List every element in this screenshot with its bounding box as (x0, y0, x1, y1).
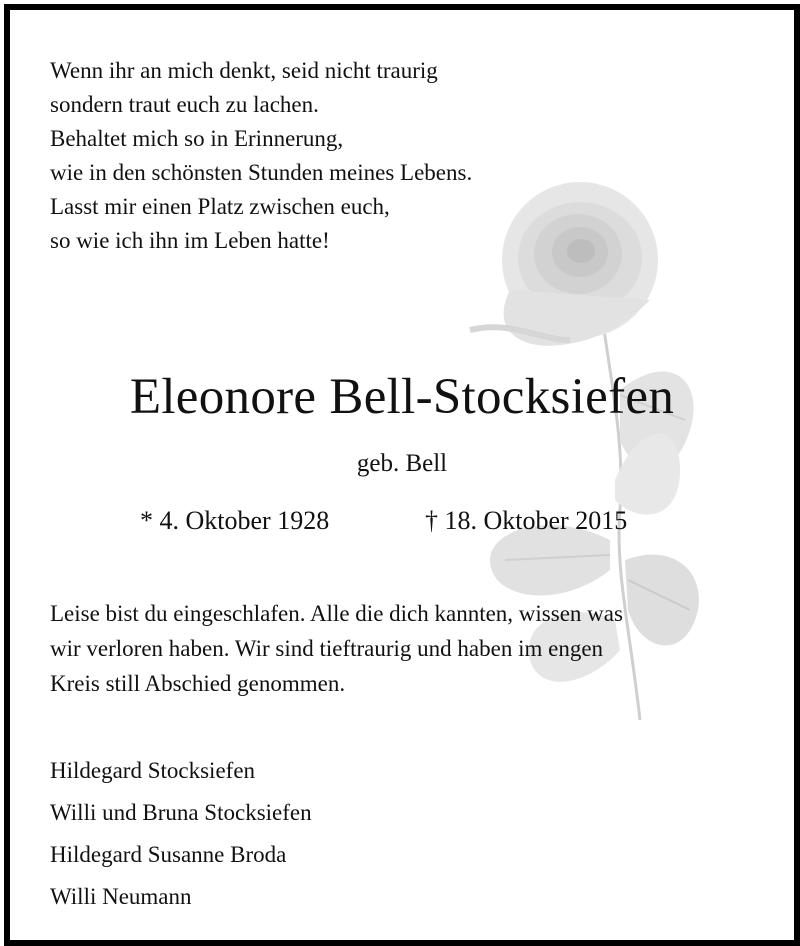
birth-date: * 4. Oktober 1928 (140, 506, 330, 535)
message-line: Kreis still Abschied genommen. (50, 671, 346, 696)
poem-line: Lasst mir einen Platz zwischen euch, (50, 194, 390, 219)
message-line: Leise bist du eingeschlafen. Alle die dich kannten, wissen was (50, 601, 623, 626)
poem-line: so wie ich ihn im Leben hatte! (50, 228, 330, 253)
poem-line: Behaltet mich so in Erinnerung, (50, 126, 344, 151)
mourners-list (50, 750, 312, 918)
mourner-name: Hildegard Susanne Broda (50, 842, 287, 867)
farewell-message (50, 596, 760, 701)
poem-line: sondern traut euch zu lachen. (50, 92, 319, 117)
death-date: † 18. Oktober 2015 (425, 506, 628, 535)
obituary-card (4, 4, 800, 946)
mourner-name: Willi und Bruna Stocksiefen (50, 800, 312, 825)
poem (50, 54, 472, 258)
mourner-name: Willi Neumann (50, 884, 192, 909)
message-line: wir verloren haben. Wir sind tieftraurig und haben im engen (50, 636, 604, 661)
deceased-name: Eleonore Bell-Stocksiefen (129, 369, 675, 425)
mourner-name: Hildegard Stocksiefen (50, 758, 256, 783)
poem-line: Wenn ihr an mich denkt, seid nicht traurig (50, 58, 438, 83)
maiden-name: geb. Bell (356, 450, 448, 477)
poem-line: wie in den schönsten Stunden meines Lebens. (50, 160, 473, 185)
